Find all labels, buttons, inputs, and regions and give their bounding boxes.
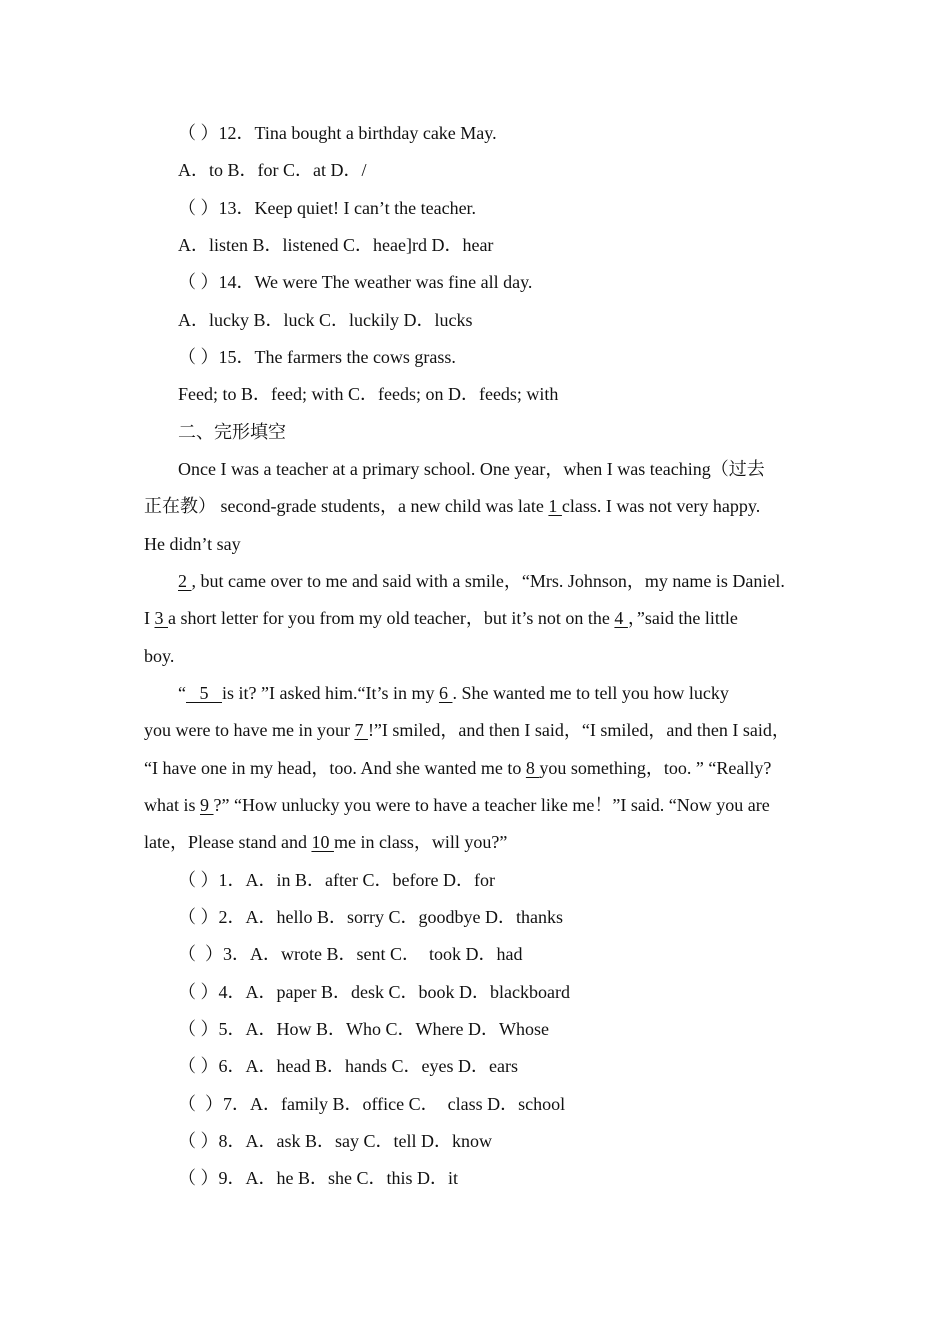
passage-text: . She wanted me to tell you how lucky	[452, 683, 729, 703]
cloze-option-3: （ ）3．A．wrote B．sent C． took D．had	[178, 944, 523, 964]
passage-line: He didn’t say	[144, 534, 241, 554]
blank-4: 4	[614, 608, 628, 628]
question-13-stem: （ ）13．Keep quiet! I can’t the teacher.	[178, 198, 477, 218]
passage-text: 正在教） second-grade students，a new child was late	[144, 496, 549, 516]
passage-text: you something，too. ” “Really?	[539, 758, 772, 778]
blank-1: 1	[548, 496, 562, 516]
passage-text: class. I was not very happy.	[561, 496, 761, 516]
question-15-options: Feed; to B．feed; with C．feeds; on D．feeds; with	[178, 384, 559, 404]
passage-text: late，Please stand and	[144, 832, 312, 852]
cloze-option-8: （ ）8．A．ask B．say C．tell D．know	[178, 1131, 492, 1151]
passage-text: is it? ”I asked him.“It’s in my	[222, 683, 439, 703]
passage-text: ，”said the little	[627, 608, 738, 628]
question-12-options: A．to B．for C．at D．/	[178, 160, 367, 180]
cloze-option-4: （ ）4．A．paper B．desk C．book D．blackboard	[178, 982, 570, 1002]
passage-text: me in class，will you?”	[333, 832, 508, 852]
passage-line	[178, 570, 785, 592]
blank-10: 10	[311, 832, 334, 852]
cloze-option-2: （ ）2．A．hello B．sorry C．goodbye D．thanks	[178, 907, 563, 927]
blank-9: 9	[200, 795, 214, 815]
cloze-option-6: （ ）6．A．head B．hands C．eyes D．ears	[178, 1056, 518, 1076]
cloze-option-7: （ ）7．A．family B．office C． class D．school	[178, 1094, 566, 1114]
passage-line	[144, 831, 507, 853]
question-12-stem: （ ）12．Tina bought a birthday cake May.	[178, 123, 497, 143]
cloze-option-9: （ ）9．A．he B．she C．this D．it	[178, 1168, 459, 1188]
cloze-option-5: （ ）5．A．How B．Who C．Where D．Whose	[178, 1019, 549, 1039]
passage-line	[144, 757, 771, 779]
blank-2: 2	[178, 571, 192, 591]
blank-5: 5	[186, 683, 222, 703]
question-14-options: A．lucky B．luck C．luckily D．lucks	[178, 310, 473, 330]
blank-7: 7	[354, 720, 368, 740]
passage-line	[144, 794, 770, 816]
passage-text: you were to have me in your	[144, 720, 355, 740]
question-15-stem: （ ）15．The farmers the cows grass.	[178, 347, 456, 367]
passage-text: what is	[144, 795, 200, 815]
blank-8: 8	[525, 758, 540, 778]
passage-text: a short letter for you from my old teacher，but it’s not on the	[168, 608, 615, 628]
blank-3: 3	[154, 608, 168, 628]
question-13-options: A．listen B．listened C．heae]rd D．hear	[178, 235, 494, 255]
passage-text: !”I smiled，and then I said，“I smiled，and then I said，	[367, 720, 790, 740]
passage-line	[144, 719, 790, 741]
passage-line	[144, 607, 738, 629]
cloze-option-1: （ ）1．A．in B．after C．before D．for	[178, 870, 495, 890]
passage-text: “	[178, 683, 186, 703]
passage-text: ?” “How unlucky you were to have a teacher like me！”I said. “Now you are	[213, 795, 770, 815]
passage-line	[144, 495, 760, 517]
question-14-stem: （ ）14．We were The weather was fine all day.	[178, 272, 533, 292]
section-title: 二、完形填空	[178, 422, 286, 442]
passage-text: “I have one in my head，too. And she wanted me to	[144, 758, 526, 778]
passage-line	[178, 682, 729, 704]
passage-text: , but came over to me and said with a smile，“Mrs. Johnson，my name is Daniel.	[191, 571, 785, 591]
passage-line: Once I was a teacher at a primary school. One year，when I was teaching（过去	[178, 459, 765, 479]
passage-line: boy.	[144, 646, 175, 666]
passage-text: I	[144, 608, 155, 628]
blank-6: 6	[438, 683, 453, 703]
